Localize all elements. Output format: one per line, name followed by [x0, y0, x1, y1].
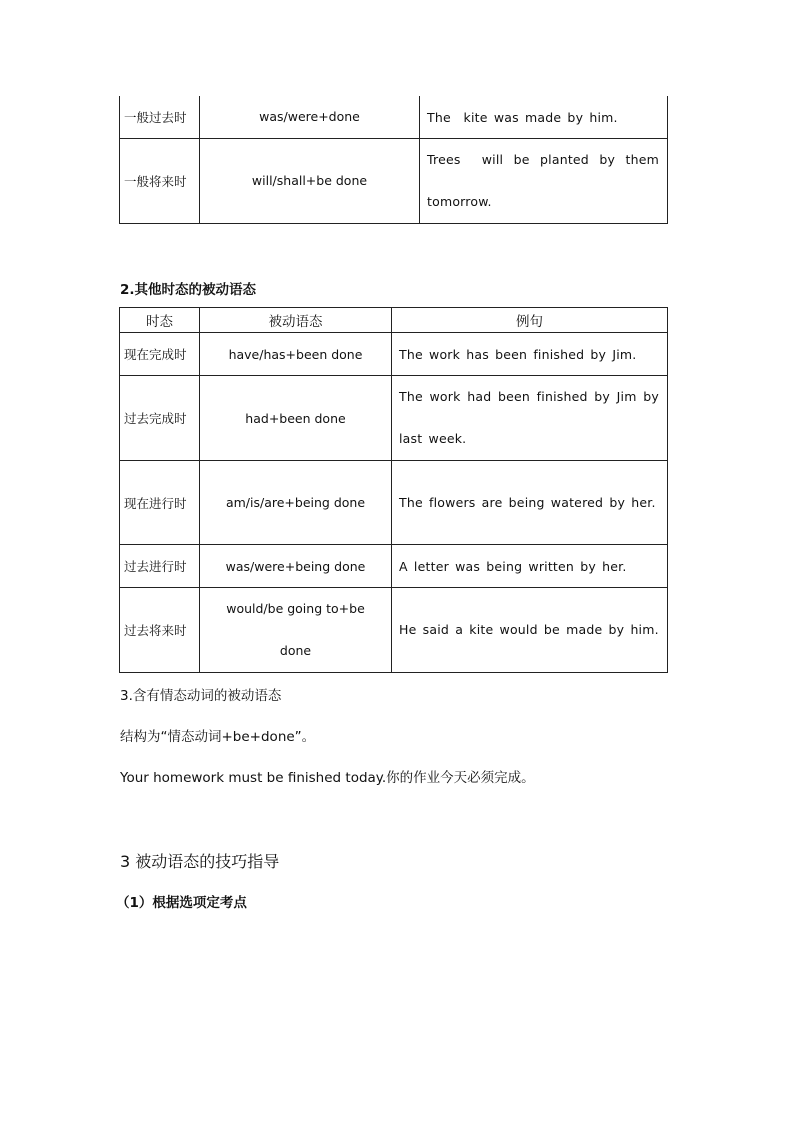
- form-cell: am/is/are+being done: [200, 461, 392, 545]
- header-tense: 时态: [120, 308, 200, 333]
- tense-cell: 现在进行时: [120, 461, 200, 545]
- structure-note: 结构为“情态动词+be+done”。: [120, 729, 316, 745]
- tense-cell: 现在完成时: [120, 333, 200, 376]
- heading: 3 被动语态的技巧指导: [120, 852, 280, 871]
- example-cell: A letter was being written by her.: [392, 545, 668, 588]
- header-example: 例句: [392, 308, 668, 333]
- tense-cell: 一般将来时: [120, 138, 200, 223]
- tense-cell: 过去完成时: [120, 376, 200, 461]
- example-cell: The work had been finished by Jim by last week.: [392, 376, 668, 461]
- passive-voice-table: [119, 307, 668, 673]
- section-title: 3.含有情态动词的被动语态: [120, 688, 282, 704]
- header-form: 被动语态: [200, 308, 392, 333]
- section-title: 2.其他时态的被动语态: [120, 282, 257, 298]
- table-header-row: [120, 308, 668, 333]
- example-cell: The work has been finished by Jim.: [392, 333, 668, 376]
- form-cell: would/be going to+be done: [200, 588, 392, 673]
- tense-table-continued: [119, 96, 668, 224]
- table-row: [120, 376, 668, 461]
- sub-heading: （1）根据选项定考点: [116, 895, 247, 911]
- tense-cell: 过去将来时: [120, 588, 200, 673]
- table-row: [120, 333, 668, 376]
- form-cell: was/were+being done: [200, 545, 392, 588]
- table-row: [120, 96, 668, 138]
- form-cell: have/has+been done: [200, 333, 392, 376]
- table-row: [120, 588, 668, 673]
- example-sentence: Your homework must be finished today.你的作业今天必须完成。: [120, 770, 535, 786]
- example-cell: The flowers are being watered by her.: [392, 461, 668, 545]
- example-cell: He said a kite would be made by him.: [392, 588, 668, 673]
- example-cell: The kite was made by him.: [420, 96, 668, 138]
- form-cell: had+been done: [200, 376, 392, 461]
- table-row: [120, 545, 668, 588]
- table-row: [120, 138, 668, 223]
- form-cell: will/shall+be done: [200, 138, 420, 223]
- tense-cell: 过去进行时: [120, 545, 200, 588]
- tense-cell: 一般过去时: [120, 96, 200, 138]
- example-cell: Trees will be planted by them tomorrow.: [420, 138, 668, 223]
- table-row: [120, 461, 668, 545]
- form-cell: was/were+done: [200, 96, 420, 138]
